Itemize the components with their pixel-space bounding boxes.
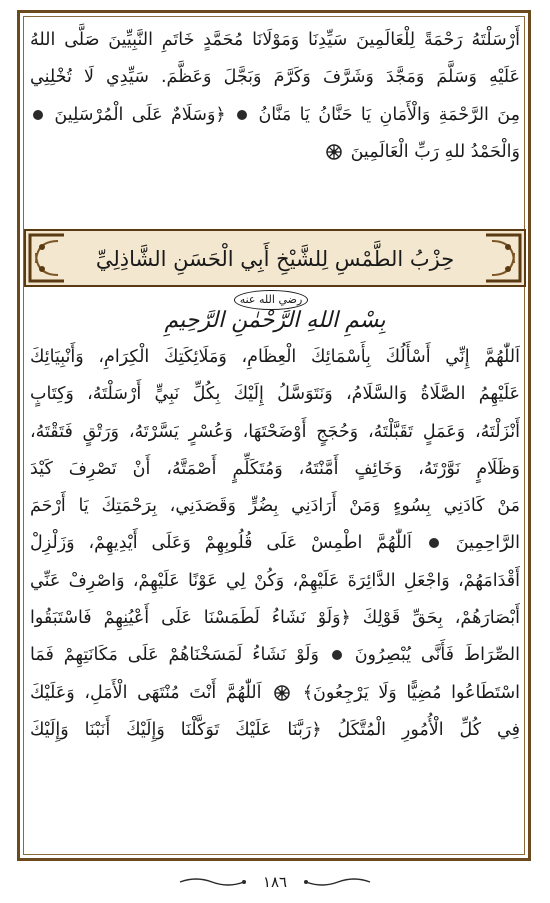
basmala: بِسْمِ اللهِ الرَّحْمٰنِ الرَّحِيمِ	[164, 308, 386, 333]
corner-ornament-icon	[484, 245, 522, 283]
text-line: أَرْسَلْتَهُ رَحْمَةً لِلْعَالَمِينَ سَيِّدِنَا وَمَوْلَانَا مُحَمَّدٍ خَاتَمِ النَّبِيِّينَ صَلَّى اللهُ	[30, 30, 520, 50]
flower-ornament-icon	[274, 685, 290, 701]
quran-quote: ﴿رَبَّنَا عَلَيْكَ تَوَكَّلْنَا وَإِلَيْكَ أَنَبْنَا وَإِلَيْكَ	[30, 719, 322, 740]
text-line	[30, 637, 520, 674]
section-header	[24, 229, 526, 306]
page-number: ١٨٦	[262, 873, 288, 891]
honorific-badge: رضي الله عنه	[234, 290, 309, 310]
flourish-ornament-icon	[178, 875, 248, 889]
text-segment: اسْتَطَاعُوا مُضِيًّا وَلَا يَرْجِعُونَ﴾	[302, 682, 520, 703]
text-segment: مِنَ الرَّحْمَةِ وَالْأَمَانِ يَا حَنَّانُ يَا مَنَّانُ	[258, 104, 520, 125]
text-line: مَنْ كَادَنِي بِسُوءٍ وَمَنْ أَرَادَنِي بِضُرٍّ وَقَصَدَنِي، بِرَحْمَتِكَ يَا أَرْحَمَ	[30, 496, 520, 517]
text-line: أَنْزَلْتَهُ، وَعَمَلٍ تَقَبَّلْتَهُ، وَحُجَجٍ أَوْضَحْتَهَا، وَعُسْرٍ يَسَّرْتَهُ، وَرَتْقٍ فَتَقْتَهُ،	[30, 421, 520, 442]
text-segment: وَالْحَمْدُ للهِ رَبِّ الْعَالَمِينَ	[350, 141, 520, 162]
section-title-text: حِزْبُ الطَّمْسِ لِلشَّيْخِ أَبِي الْحَسَنِ الشَّاذِلِيِّ	[95, 247, 455, 271]
page-footer	[0, 870, 550, 894]
text-line	[30, 134, 520, 171]
quran-quote: ﴿وَسَلَامٌ عَلَى الْمُرْسَلِينَ	[54, 104, 226, 125]
text-line: اَللّٰهُمَّ إِنِّي أَسْأَلُكَ بِأَسْمَائِكَ الْعِظَامِ، وَمَلَائِكَتِكَ الْكِرَامِ، وَأَنْبِيَائِكَ	[30, 347, 520, 367]
text-segment: اَللّٰهُمَّ أَنْتَ مُنْتَهَى الْأَمَلِ، وَعَلَيْكَ	[30, 682, 262, 703]
quran-quote: ﴿وَلَوْ نَشَاءُ لَطَمَسْنَا عَلَى أَعْيُنِهِمْ فَاسْتَبَقُوا	[30, 608, 351, 629]
text-line	[30, 97, 520, 134]
verse-separator-dot-icon	[237, 110, 247, 120]
text-segment: الرَّاحِمِينَ	[455, 533, 520, 554]
text-segment: اَللّٰهُمَّ اطْمِسْ عَلَى قُلُوبِهِمْ وَعَلَى أَيْدِيهِمْ، وَزَلْزِلْ	[30, 533, 412, 554]
text-line: عَلَيْهِمُ الصَّلَاةُ وَالسَّلَامُ، وَنَتَوَسَّلُ إِلَيْكَ بِكُلِّ نَبِيٍّ أَرْسَلْتَهُ، وَكِتَابٍ	[30, 384, 520, 405]
text-line	[30, 675, 520, 712]
text-segment: وَلَوْ نَشَاءُ لَمَسَخْنَاهُمْ عَلَى مَكَانَتِهِمْ فَمَا	[30, 645, 319, 666]
text-segment: فِي كُلِّ الْأُمُورِ الْمُتَّكَلُ	[337, 719, 520, 740]
top-paragraph	[30, 22, 520, 171]
verse-separator-dot-icon	[429, 538, 439, 548]
text-line: عَلَيْهِ وَسَلَّمَ وَمَجَّدَ وَشَرَّفَ وَكَرَّمَ وَبَجَّلَ وَعَظَّمَ. سَيِّدِي لَا تُخْلِنِي	[30, 67, 520, 88]
flourish-ornament-icon	[302, 875, 372, 889]
text-line: أَقْدَامَهُمْ، وَاجْعَلِ الدَّائِرَةَ عَلَيْهِمْ، وَكُنْ لِي عَوْنًا عَلَيْهِمْ، وَاصْرِفْ عَنِّي	[30, 570, 520, 591]
text-line: وَظَلَامٍ نَوَّرْتَهُ، وَخَائِفٍ أَمَّنْتَهُ، وَمُتَكَلِّمٍ أَصْمَتَّهُ، أَنْ تَصْرِفَ كَيْدَ	[30, 458, 520, 479]
verse-separator-dot-icon	[332, 650, 342, 660]
text-segment: أَبْصَارَهُمْ، بِحَقِّ قَوْلِكَ	[362, 608, 520, 629]
text-line	[30, 600, 520, 637]
corner-ornament-icon	[28, 245, 66, 283]
text-segment: الصِّرَاطَ فَأَنَّى يُبْصِرُونَ	[354, 645, 520, 666]
section-title	[66, 239, 484, 306]
flower-ornament-icon	[326, 144, 342, 160]
text-line	[30, 712, 520, 749]
text-line	[30, 525, 520, 562]
main-paragraph	[30, 339, 520, 749]
verse-separator-dot-icon	[33, 110, 43, 120]
